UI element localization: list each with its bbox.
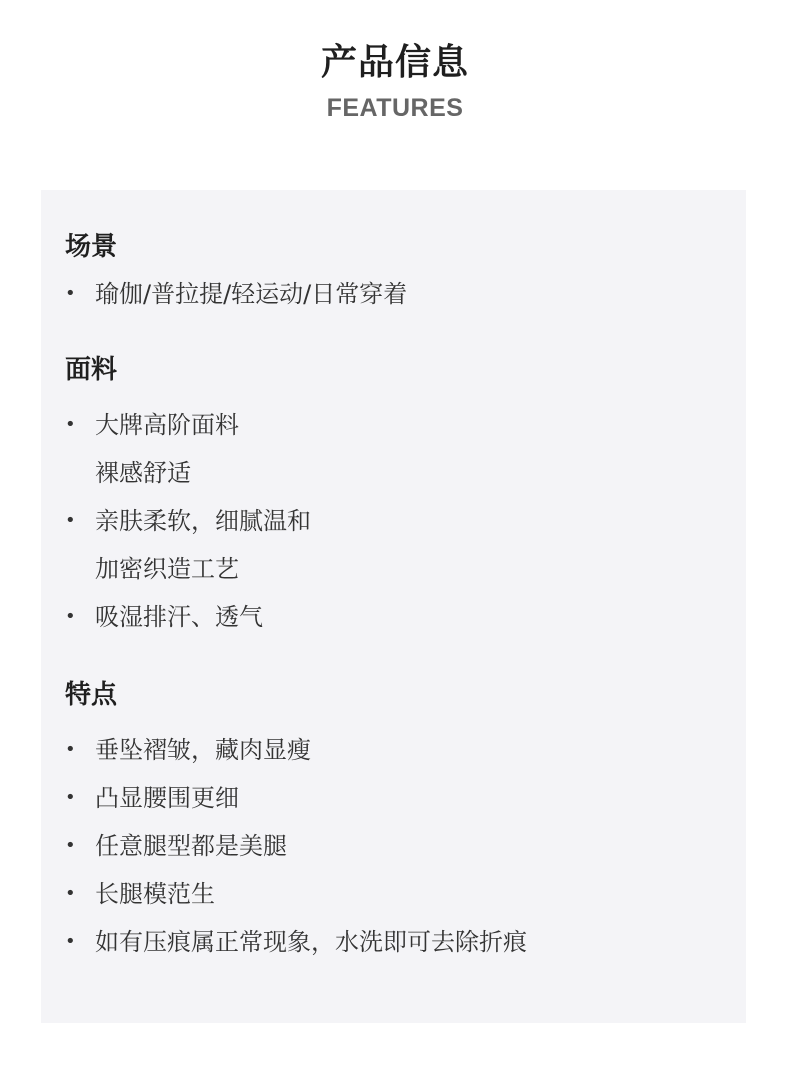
bullet-icon: •: [65, 606, 76, 627]
feature-item-2: [65, 782, 239, 814]
bullet-icon: •: [65, 739, 76, 760]
fabric-item-2: [65, 505, 311, 537]
feature-item-1-text: 垂坠褶皱，藏肉显瘦: [95, 736, 311, 764]
feature-item-3-text: 任意腿型都是美腿: [95, 832, 287, 860]
section-title-fabric: 面料: [65, 355, 118, 385]
scene-item-1: [65, 278, 408, 310]
bullet-icon: •: [65, 835, 76, 856]
bullet-icon: •: [65, 283, 76, 304]
fabric-item-1-line-1: 大牌高阶面料: [95, 411, 239, 439]
fabric-item-1: [65, 409, 239, 441]
bullet-icon: •: [65, 931, 76, 952]
fabric-item-1-line-2: 裸感舒适: [95, 459, 191, 487]
fabric-item-3: [65, 601, 263, 633]
bullet-icon: •: [65, 414, 76, 435]
bullet-icon: •: [65, 510, 76, 531]
page-title: 产品信息: [320, 42, 469, 83]
page-subtitle: FEATURES: [326, 94, 464, 122]
feature-item-2-text: 凸显腰围更细: [95, 784, 239, 812]
feature-item-4: [65, 878, 215, 910]
fabric-item-2-line-1: 亲肤柔软，细腻温和: [95, 507, 311, 535]
bullet-icon: •: [65, 787, 76, 808]
features-panel: [41, 190, 746, 1023]
fabric-item-1-continuation: [95, 457, 191, 489]
page-header: [0, 38, 790, 124]
feature-item-4-text: 长腿模范生: [95, 880, 215, 908]
feature-item-5: [65, 926, 527, 958]
feature-item-3: [65, 830, 287, 862]
feature-item-1: [65, 734, 311, 766]
fabric-item-3-text: 吸湿排汗、透气: [95, 603, 263, 631]
section-title-features: 特点: [65, 680, 118, 710]
scene-item-1-text: 瑜伽/普拉提/轻运动/日常穿着: [95, 280, 408, 308]
fabric-item-2-line-2: 加密织造工艺: [95, 555, 239, 583]
section-title-scene: 场景: [65, 232, 118, 262]
fabric-item-2-continuation: [95, 553, 239, 585]
bullet-icon: •: [65, 883, 76, 904]
feature-item-5-text: 如有压痕属正常现象，水洗即可去除折痕: [95, 928, 527, 956]
